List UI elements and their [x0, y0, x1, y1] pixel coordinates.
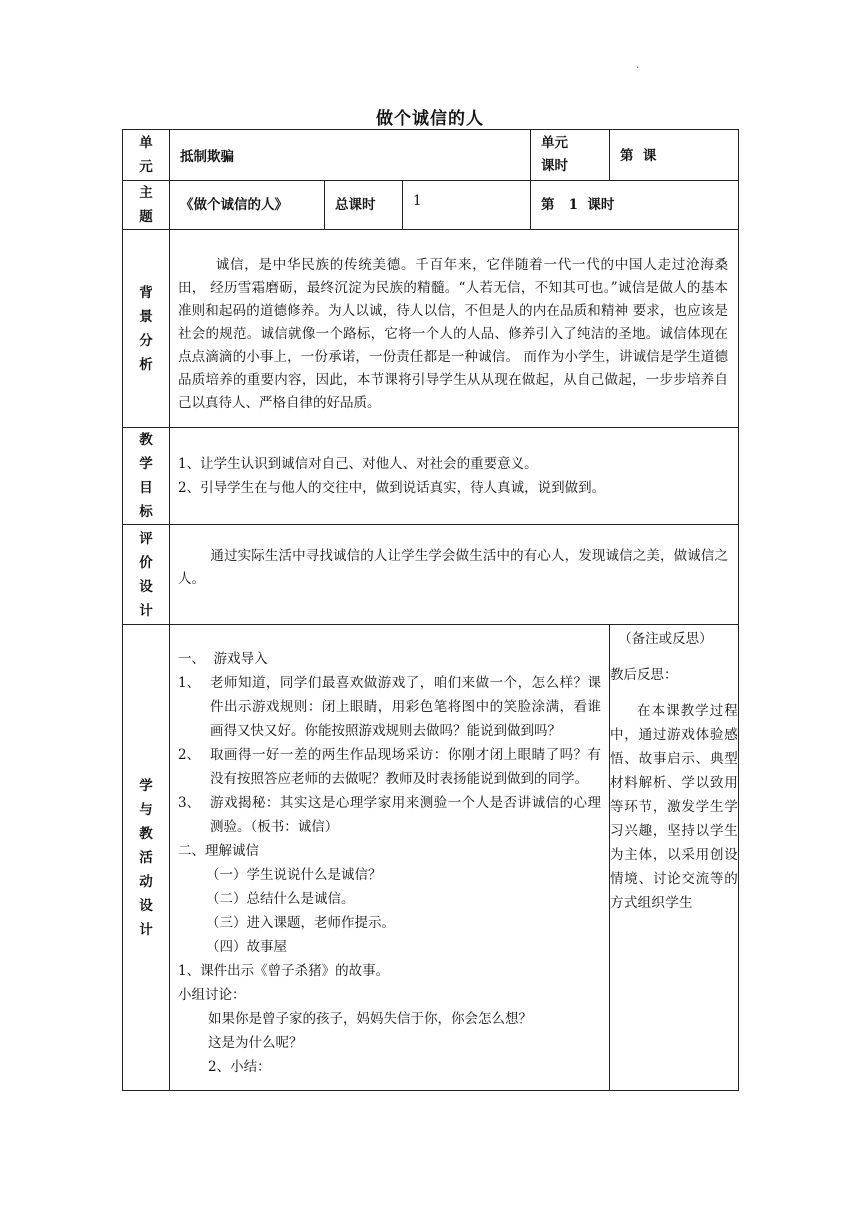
topic-label: 主 题: [123, 181, 170, 230]
sub-item: （二）总结什么是诚信。: [206, 891, 355, 907]
page-title: 做个诚信的人: [376, 109, 484, 129]
unit-period-value: 第 课: [610, 130, 739, 181]
goal-item: 1、让学生认识到诚信对自己、对他人、对社会的重要意义。: [178, 456, 538, 472]
section-title: 一、 游戏导入: [178, 651, 268, 667]
section-title: 二、理解诚信: [178, 843, 259, 859]
evaluation-text: 通过实际生活中寻找诚信的人让学生学会做生活中的有心人，发现诚信之美，做诚信之人。: [178, 548, 729, 587]
activities-label: 学 与 教 活 动 设 计: [123, 625, 170, 1091]
unit-row: [123, 130, 739, 181]
period-value: 第 1 课时: [531, 181, 739, 230]
sub-item: （四）故事屋: [206, 939, 287, 955]
evaluation-label: 评 价 设 计: [123, 525, 170, 625]
total-periods-label: 总课时: [325, 181, 403, 230]
page-dot: .: [636, 60, 640, 71]
activity-step: 2、 取画得一好一差的两生作品现场采访：你刚才闭上眼睛了吗？有没有按照答应老师的去做呢？教师及时表扬能说到做到的同学。: [178, 747, 602, 787]
notes-header: （备注或反思）: [618, 631, 713, 647]
sub-item: （三）进入课题，老师作提示。: [206, 915, 395, 931]
sub-item: （一）学生说说什么是诚信？: [206, 867, 382, 883]
group-discussion: 小组讨论：: [178, 987, 246, 1003]
evaluation-row: [123, 525, 739, 625]
question-line: 如果你是曾子家的孩子，妈妈失信于你，你会怎么想？: [208, 1011, 532, 1027]
goal-item: 2、引导学生在与他人的交往中，做到说话真实，待人真诚，说到做到。: [178, 480, 606, 496]
goals-cell: [170, 428, 739, 525]
topic-row: [123, 181, 739, 230]
notes-reflection: 在本课教学过程中，通过游戏体验感悟、故事启示、典型材料解析、学以致用等环节，激发学生学习兴趣，坚持以学生为主体，以采用创设情境、讨论交流等的方式组织学生: [610, 703, 739, 911]
story-line: 1、课件出示《曾子杀猪》的故事。: [178, 963, 390, 979]
goals-label: 教 学 目 标: [123, 428, 170, 525]
goals-row: [123, 428, 739, 525]
background-row: [123, 230, 739, 428]
background-text-cell: [170, 230, 739, 428]
notes-after-label: 教后反思：: [610, 667, 678, 683]
notes-cell: [610, 625, 739, 1091]
unit-value: 抵制欺骗: [170, 130, 531, 181]
unit-label: 单 元: [123, 130, 170, 181]
total-periods-value: 1: [403, 181, 531, 230]
topic-value: 《做个诚信的人》: [170, 181, 325, 230]
activity-step: 1、 老师知道，同学们最喜欢做游戏了，咱们来做一个，怎么样？课件出示游戏规则：闭上眼睛，用彩色笔将图中的笑脸涂满，看谁画得又快又好。你能按照游戏规则去做吗？能说到做到吗？: [178, 675, 602, 739]
activity-step: 3、 游戏揭秘：其实这是心理学家用来测验一个人是否讲诚信的心理测验。（板书：诚信）: [178, 795, 602, 835]
lesson-plan-table: [122, 129, 739, 1091]
background-text: 诚信，是中华民族的传统美德。千百年来，它伴随着一代一代的中国人走过沧海桑田， 经历雪霜磨砺，最终沉淀为民族的精髓。“人若无信，不知其可也。”诚信是做人的基本准则和起码的道德修养。为人以诚，待人以信，不但是人的内在品质和精神 要求，也应该是社会的规范。诚信就像一个路标，它将一个人的人品、修养引入了纯洁的圣地。诚信体现在点点滴滴的小事上，一份承诺，一份责任都是一种诚信。 而作为小学生，讲诚信是学生道德品质培养的重要内容，因此，本节课将引导学生从从现在做起，从自己做起，一步步培养自己以真待人、严格自律的好品质。: [178, 257, 729, 411]
activities-cell: [170, 625, 610, 1091]
unit-period-label: 单元 课时: [531, 130, 610, 181]
question-line: 这是为什么呢？: [208, 1035, 303, 1051]
summary-line: 2、小结：: [208, 1059, 271, 1075]
activities-row: [123, 625, 739, 1091]
evaluation-cell: [170, 525, 739, 625]
background-label: 背 景 分 析: [123, 230, 170, 428]
